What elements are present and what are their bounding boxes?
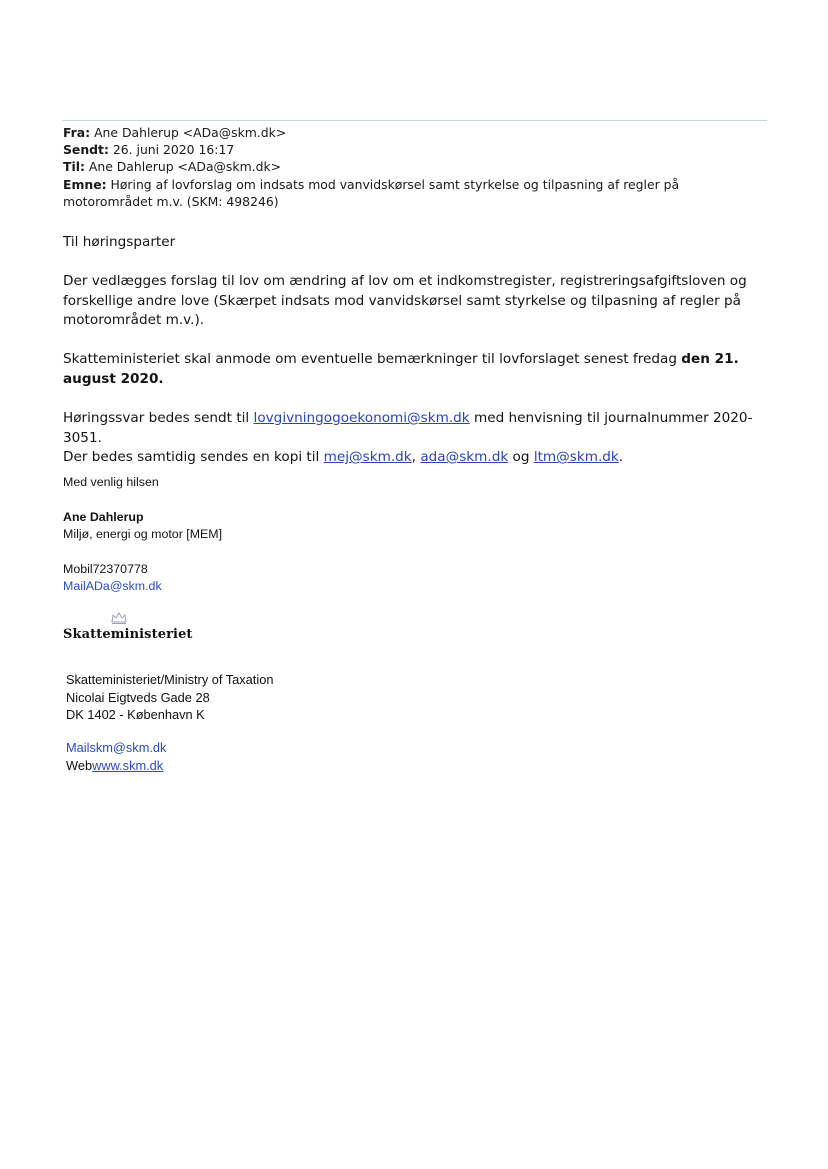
signature-mail-link[interactable]: MailADa@skm.dk xyxy=(63,579,162,593)
deadline-text: Skatteministeriet skal anmode om eventuelle bemærkninger til lovforslaget senest fredag xyxy=(63,351,677,367)
ministry-logo-text: Skatteministeriet xyxy=(63,627,193,642)
signature-department: Miljø, energi og motor [MEM] xyxy=(63,527,223,541)
ministry-web-link[interactable]: www.skm.dk xyxy=(92,757,164,773)
from-line xyxy=(63,124,763,141)
sent-label: Sendt: xyxy=(63,142,109,158)
closing: Med venlig hilsen xyxy=(63,475,159,489)
to-label: Til: xyxy=(63,159,85,175)
to-value: Ane Dahlerup <ADa@skm.dk> xyxy=(88,159,281,175)
copy-email-link-ltm[interactable]: ltm@skm.dk xyxy=(533,449,619,465)
address-line-1: Skatteministeriet/Ministry of Taxation xyxy=(66,672,274,687)
ministry-web-line xyxy=(66,757,166,775)
crown-icon xyxy=(110,611,128,625)
header-divider xyxy=(62,120,767,121)
copy-line xyxy=(63,448,773,468)
email-header xyxy=(63,124,763,210)
from-value: Ane Dahlerup <ADa@skm.dk> xyxy=(94,125,287,140)
paragraph-attachment: Der vedlægges forslag til lov om ændring af lov om et indkomstregister, registreringsafgiftsloven og forskellige andre love (Skærpet indsats mod vanvidskørsel samt styrkelse og tilpasning af regler på motorområdet m.v.). xyxy=(63,273,747,328)
ministry-mail-link[interactable]: Mailskm@skm.dk xyxy=(66,740,167,755)
copy-text: Der bedes samtidig sendes en kopi til xyxy=(63,449,320,465)
sent-value: 26. juni 2020 16:17 xyxy=(112,142,235,158)
signature-mobile: Mobil72370778 xyxy=(63,562,148,576)
subject-label: Emne: xyxy=(63,176,107,192)
to-line xyxy=(63,158,763,175)
response-line xyxy=(63,409,773,448)
subject-line xyxy=(63,176,763,210)
from-label: Fra: xyxy=(63,125,91,140)
subject-value: Høring af lovforslag om indsats mod vanvidskørsel samt styrkelse og tilpasning af regler på motorområdet m.v. (SKM: 498246) xyxy=(63,176,680,209)
copy-email-link-mej[interactable]: mej@skm.dk xyxy=(323,449,412,465)
paragraph-deadline xyxy=(63,350,773,389)
greeting: Til høringsparter xyxy=(63,234,176,250)
sent-line xyxy=(63,141,763,158)
copy-email-link-ada[interactable]: ada@skm.dk xyxy=(420,449,509,465)
web-label: Web xyxy=(66,757,93,773)
copy-end: . xyxy=(618,449,624,465)
ministry-address xyxy=(66,671,273,724)
signature-contact xyxy=(63,561,162,595)
ministry-contact xyxy=(66,739,166,774)
copy-and-text: og xyxy=(512,449,530,465)
deadline-date: den 21. august 2020. xyxy=(63,351,739,387)
paragraph-response xyxy=(63,409,773,468)
response-email-link[interactable]: lovgivningogoekonomi@skm.dk xyxy=(253,410,470,426)
signature-name: Ane Dahlerup xyxy=(63,510,144,524)
address-line-2: Nicolai Eigtveds Gade 28 xyxy=(66,689,210,705)
address-line-3: DK 1402 - København K xyxy=(66,707,205,722)
copy-separator: , xyxy=(411,449,416,465)
response-text: Høringssvar bedes sendt til xyxy=(63,410,250,426)
response-journal-text: med henvisning til journalnummer 2020-3051. xyxy=(63,410,753,446)
signature-block xyxy=(63,509,222,543)
